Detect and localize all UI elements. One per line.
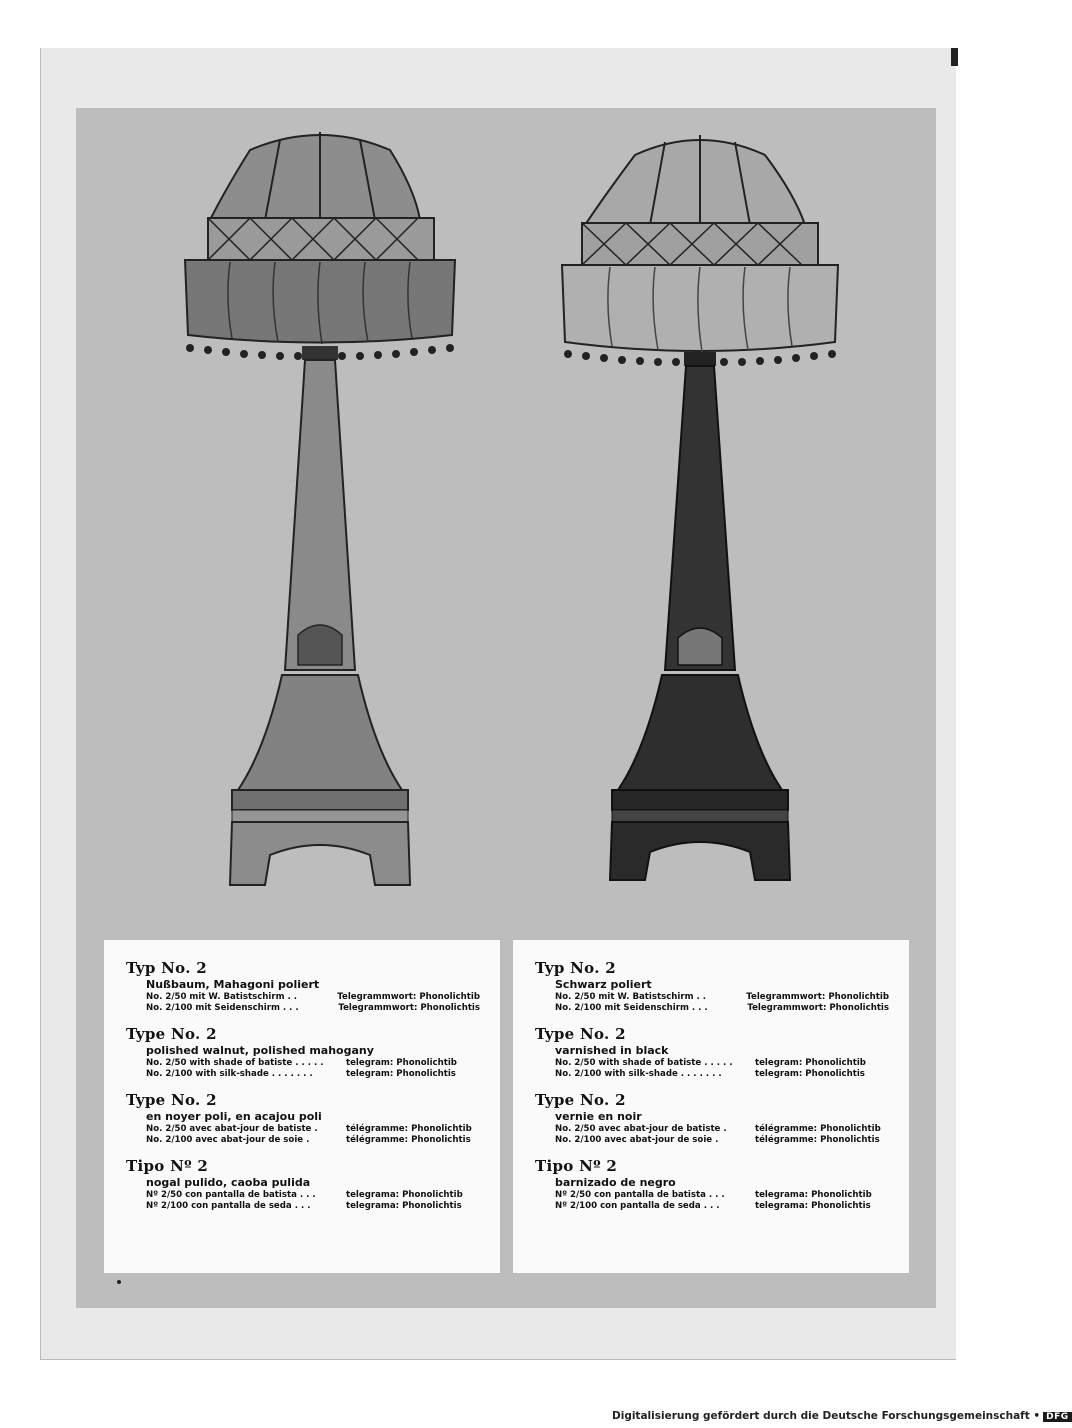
telegram-code: télégramme: Phonolichtis	[346, 1134, 471, 1145]
telegram-code: telegram: Phonolichtis	[346, 1068, 456, 1079]
entry-french	[535, 1092, 889, 1145]
order-line	[555, 992, 889, 1003]
type-title: Type No. 2	[126, 1091, 217, 1109]
telegram-code: telegrama: Phonolichtib	[346, 1190, 463, 1200]
order-line	[146, 992, 480, 1003]
type-description: barnizado de negro	[555, 1176, 676, 1189]
lamp-illustration-walnut	[170, 110, 470, 890]
type-description: vernie en noir	[555, 1110, 642, 1123]
footer-text: Digitalisierung gefördert durch die Deutsche Forschungsgemeinschaft •	[612, 1410, 1041, 1422]
order-number: No. 2/100 mit Seidenschirm . . .	[146, 1002, 299, 1013]
order-number: Nº 2/50 con pantalla de batista . . .	[146, 1190, 316, 1200]
ink-dot	[117, 1280, 121, 1284]
type-title: Type No. 2	[126, 1025, 217, 1043]
entry-english	[535, 1026, 889, 1079]
telegram-code: Telegrammwort: Phonolichtib	[746, 992, 889, 1002]
type-description: Schwarz poliert	[555, 978, 652, 991]
type-title: Typ No. 2	[535, 959, 616, 977]
type-title: Typ No. 2	[126, 959, 207, 977]
order-number: Nº 2/100 con pantalla de seda . . .	[555, 1200, 720, 1211]
order-line	[555, 1135, 889, 1146]
order-line	[146, 1003, 480, 1014]
order-line	[555, 1124, 889, 1135]
caption-box-walnut	[104, 940, 500, 1273]
digitization-footer	[612, 1410, 1072, 1422]
entry-french	[126, 1092, 480, 1145]
order-line	[555, 1190, 889, 1201]
order-line	[146, 1135, 480, 1146]
type-description: nogal pulido, caoba pulida	[146, 1176, 311, 1189]
telegram-code: telegram: Phonolichtis	[755, 1068, 865, 1079]
entry-spanish	[535, 1158, 889, 1211]
type-description: polished walnut, polished mahogany	[146, 1044, 374, 1057]
order-number: No. 2/100 with silk-shade . . . . . . .	[146, 1068, 313, 1079]
entry-english	[126, 1026, 480, 1079]
type-description: en noyer poli, en acajou poli	[146, 1110, 322, 1123]
dfg-logo: DFG	[1043, 1412, 1072, 1422]
order-number: No. 2/50 mit W. Batistschirm . .	[146, 992, 298, 1002]
entry-german	[126, 960, 480, 1013]
lamp-illustration-black	[550, 110, 850, 890]
telegram-code: telegrama: Phonolichtib	[755, 1190, 872, 1200]
telegram-code: telegram: Phonolichtib	[346, 1058, 457, 1068]
order-number: No. 2/100 mit Seidenschirm . . .	[555, 1002, 708, 1013]
order-number: No. 2/50 with shade of batiste . . . . .	[146, 1058, 324, 1068]
order-number: No. 2/50 mit W. Batistschirm . .	[555, 992, 707, 1002]
type-description: Nußbaum, Mahagoni poliert	[146, 978, 320, 991]
order-line	[555, 1058, 889, 1069]
type-title: Type No. 2	[535, 1025, 626, 1043]
order-number: No. 2/100 avec abat-jour de soie .	[146, 1134, 310, 1145]
telegram-code: telegram: Phonolichtib	[755, 1058, 866, 1068]
order-number: Nº 2/100 con pantalla de seda . . .	[146, 1200, 311, 1211]
order-number: No. 2/50 avec abat-jour de batiste .	[146, 1124, 318, 1134]
order-number: No. 2/50 with shade of batiste . . . . .	[555, 1058, 733, 1068]
telegram-code: télégramme: Phonolichtis	[755, 1134, 880, 1145]
telegram-code: Telegrammwort: Phonolichtib	[337, 992, 480, 1002]
order-line	[146, 1124, 480, 1135]
order-line	[146, 1190, 480, 1201]
order-line	[555, 1003, 889, 1014]
order-line	[555, 1069, 889, 1080]
type-title: Tipo Nº 2	[126, 1157, 209, 1175]
entry-german	[535, 960, 889, 1013]
order-number: No. 2/100 avec abat-jour de soie .	[555, 1134, 719, 1145]
order-line	[146, 1201, 480, 1212]
caption-box-black	[513, 940, 909, 1273]
order-line	[555, 1201, 889, 1212]
telegram-code: télégramme: Phonolichtib	[755, 1124, 881, 1134]
order-line	[146, 1069, 480, 1080]
order-number: No. 2/50 avec abat-jour de batiste .	[555, 1124, 727, 1134]
type-title: Tipo Nº 2	[535, 1157, 618, 1175]
type-description: varnished in black	[555, 1044, 669, 1057]
telegram-code: telegrama: Phonolichtis	[346, 1200, 462, 1211]
order-number: Nº 2/50 con pantalla de batista . . .	[555, 1190, 725, 1200]
entry-spanish	[126, 1158, 480, 1211]
telegram-code: Telegrammwort: Phonolichtis	[338, 1002, 480, 1013]
type-title: Type No. 2	[535, 1091, 626, 1109]
scan-edge-mark	[951, 48, 958, 66]
telegram-code: télégramme: Phonolichtib	[346, 1124, 472, 1134]
order-line	[146, 1058, 480, 1069]
telegram-code: telegrama: Phonolichtis	[755, 1200, 871, 1211]
order-number: No. 2/100 with silk-shade . . . . . . .	[555, 1068, 722, 1079]
telegram-code: Telegrammwort: Phonolichtis	[747, 1002, 889, 1013]
